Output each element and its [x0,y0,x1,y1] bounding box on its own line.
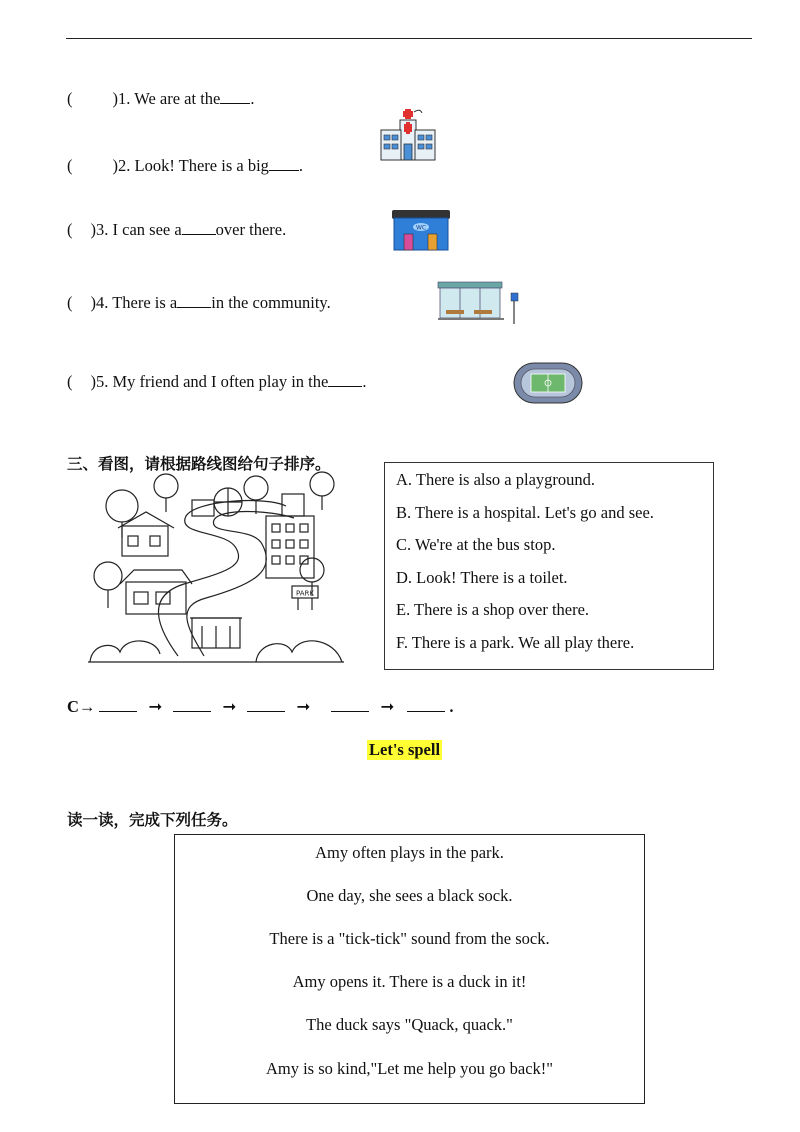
question-5 [67,372,366,392]
question-3 [67,220,286,240]
answer-paren-open: ( [67,220,73,239]
sequence-end: . [449,697,454,716]
option-a: A. There is also a playground. [396,470,596,489]
toilet-sign-text: WC [415,224,427,232]
question-text: 4. There is a [96,293,178,312]
section-3-title: 三、看图，请根据路线图给句子排序。 [67,455,331,473]
question-text: 5. My friend and I often play in the [96,372,329,391]
story-line-5: The duck says "Quack, quack." [306,1015,513,1034]
option-c: C. We're at the bus stop. [396,535,556,554]
answer-blank[interactable] [220,89,250,104]
option-f: F. There is a park. We all play there. [396,633,635,652]
hospital-picture [378,106,438,162]
reading-title: 读一读，完成下列任务。 [67,811,238,829]
answer-paren-close: ) [112,89,118,108]
sequence-blank-3[interactable] [247,697,285,712]
question-text-end: . [362,372,367,391]
option-d: D. Look! There is a toilet. [396,568,568,587]
story-line-1: Amy often plays in the park. [315,843,504,862]
answer-paren-open: ( [67,156,73,175]
question-1 [67,89,255,109]
answer-blank[interactable] [328,372,362,387]
top-rule [66,38,752,39]
park-sign-text: PARK [295,589,315,598]
sequence-arrow-icon: ➞ [296,697,311,716]
sequence-blank-1[interactable] [99,697,137,712]
answer-paren-close: ) [90,372,96,391]
question-text-end: over there. [215,220,287,239]
sequence-arrow-icon: ➞ [380,697,395,716]
option-b: B. There is a hospital. Let's go and see. [396,503,654,522]
sequence-blank-5[interactable] [407,697,445,712]
question-text: 3. I can see a [96,220,182,239]
question-text: 2. Look! There is a big [118,156,269,175]
answer-blank[interactable] [182,220,216,235]
bus-stop-picture [436,280,526,326]
options-box [384,462,714,670]
question-text-end: . [250,89,255,108]
story-line-2: One day, she sees a black sock. [306,886,513,905]
answer-paren-close: ) [112,156,118,175]
answer-paren-open: ( [67,89,73,108]
story-line-4: Amy opens it. There is a duck in it! [292,972,527,991]
story-line-6: Amy is so kind,"Let me help you go back!" [265,1059,554,1078]
story-line-3: There is a "tick-tick" sound from the sock. [269,929,550,948]
answer-blank[interactable] [269,156,299,171]
sequence-answer-line [67,697,454,717]
playground-picture [513,362,583,404]
answer-paren-close: ) [90,220,96,239]
question-text-end: . [298,156,304,175]
sequence-blank-4[interactable] [331,697,369,712]
answer-paren-close: ) [90,293,96,312]
question-4 [67,293,331,313]
sequence-start: C→ [67,697,96,716]
question-text-end: in the community. [211,293,331,312]
sequence-arrow-icon: ➞ [222,697,237,716]
question-2 [67,156,303,176]
sequence-arrow-icon: ➞ [148,697,163,716]
story-box [174,834,645,1104]
answer-blank[interactable] [177,293,211,308]
route-map-picture [86,466,346,666]
sequence-blank-2[interactable] [173,697,211,712]
option-e: E. There is a shop over there. [396,600,590,619]
question-text: 1. We are at the [118,89,221,108]
toilet-picture [390,208,452,252]
lets-spell-heading: Let's spell [369,740,441,759]
answer-paren-open: ( [67,293,73,312]
answer-paren-open: ( [67,372,73,391]
